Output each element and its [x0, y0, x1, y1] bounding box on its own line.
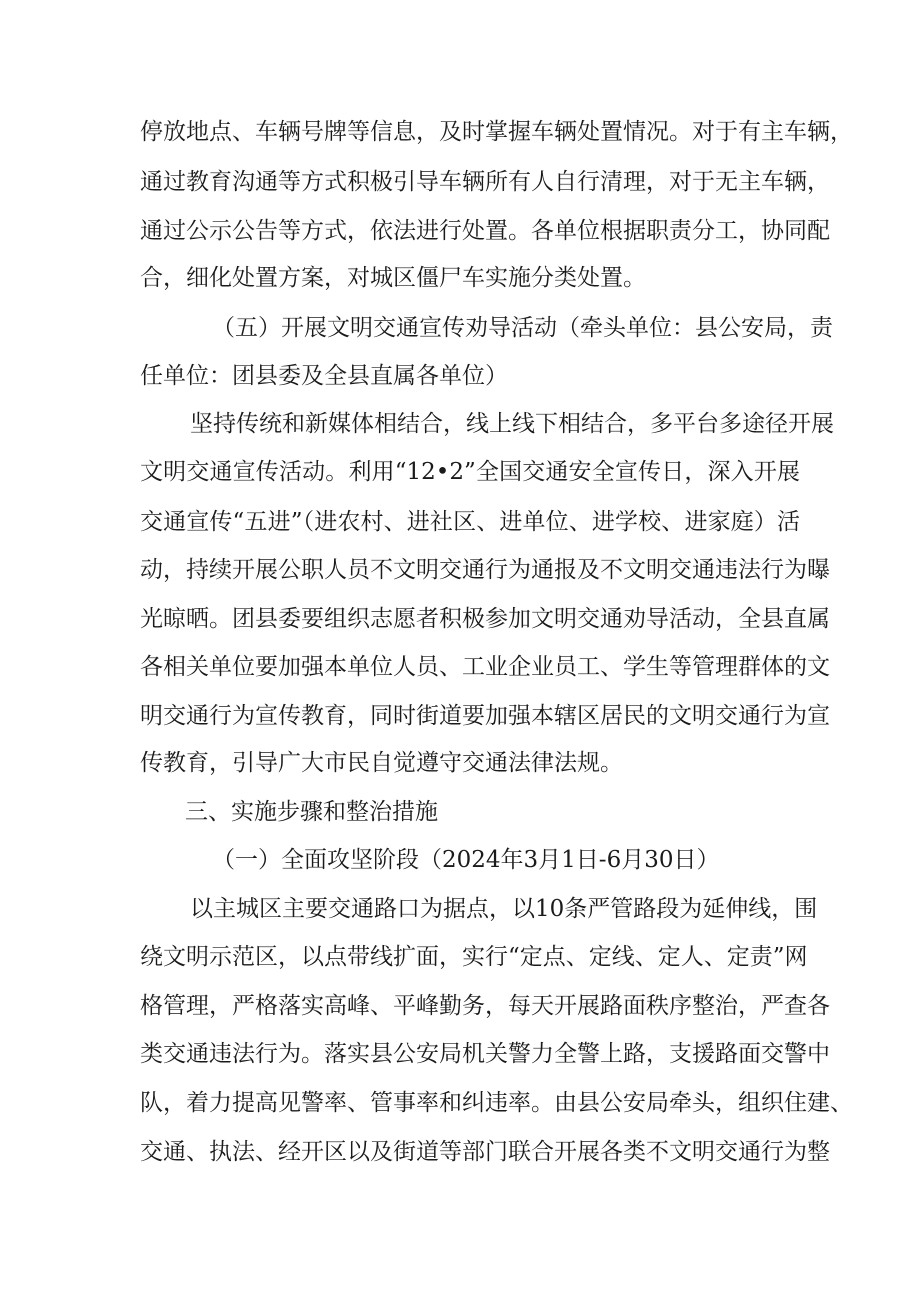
body-text-line: 光晾晒。团县委要组织志愿者积极参加文明交通劝导活动，全县直属: [140, 606, 830, 632]
chapter-heading: 三、实施步骤和整治措施: [185, 799, 438, 825]
body-text-line: 通过教育沟通等方式积极引导车辆所有人自行清理，对于无主车辆，: [140, 169, 830, 195]
body-text-line: 交通、执法、经开区以及街道等部门联合开展各类不文明交通行为整: [140, 1139, 830, 1165]
body-text-line: 各相关单位要加强本单位人员、工业企业员工、学生等管理群体的文: [140, 654, 830, 680]
body-text-line: 文明交通宣传活动。利用“12•2”全国交通安全宣传日，深入开展: [140, 459, 800, 485]
body-text-line: 交通宣传“五进”（进农村、进社区、进单位、进学校、进家庭）活: [140, 509, 800, 535]
body-text-line: 队，着力提高见警率、管事率和纠违率。由县公安局牵头，组织住建、: [140, 1090, 853, 1116]
body-text-line: 明交通行为宣传教育，同时街道要加强本辖区居民的文明交通行为宣: [140, 703, 830, 729]
section-heading-line: （五）开展文明交通宣传劝导活动（牵头单位：县公安局，责: [212, 315, 833, 341]
body-text-line: 传教育，引导广大市民自觉遵守交通法律法规。: [140, 750, 623, 776]
body-text-line: 合，细化处置方案，对城区僵尸车实施分类处置。: [140, 265, 646, 291]
body-text-line: 停放地点、车辆号牌等信息，及时掌握车辆处置情况。对于有主车辆，: [140, 119, 853, 145]
body-text-line: 以主城区主要交通路口为据点，以10条严管路段为延伸线，围: [190, 896, 818, 922]
body-text-line: 格管理，严格落实高峰、平峰勤务，每天开展路面秩序整治，严查各: [140, 993, 830, 1019]
phase-heading: （一）全面攻坚阶段（2024年3月1日-6月30日）: [212, 847, 720, 873]
body-text-line: 类交通违法行为。落实县公安局机关警力全警上路，支援路面交警中: [140, 1041, 830, 1067]
body-text-line: 坚持传统和新媒体相结合，线上线下相结合，多平台多途径开展: [190, 411, 834, 437]
body-text-line: 通过公示公告等方式，依法进行处置。各单位根据职责分工，协同配: [140, 218, 830, 244]
section-heading-line: 任单位：团县委及全县直属各单位）: [140, 363, 508, 389]
body-text-line: 绕文明示范区，以点带线扩面，实行“定点、定线、定人、定责”网: [140, 944, 808, 970]
body-text-line: 动，持续开展公职人员不文明交通行为通报及不文明交通违法行为曝: [140, 557, 830, 583]
